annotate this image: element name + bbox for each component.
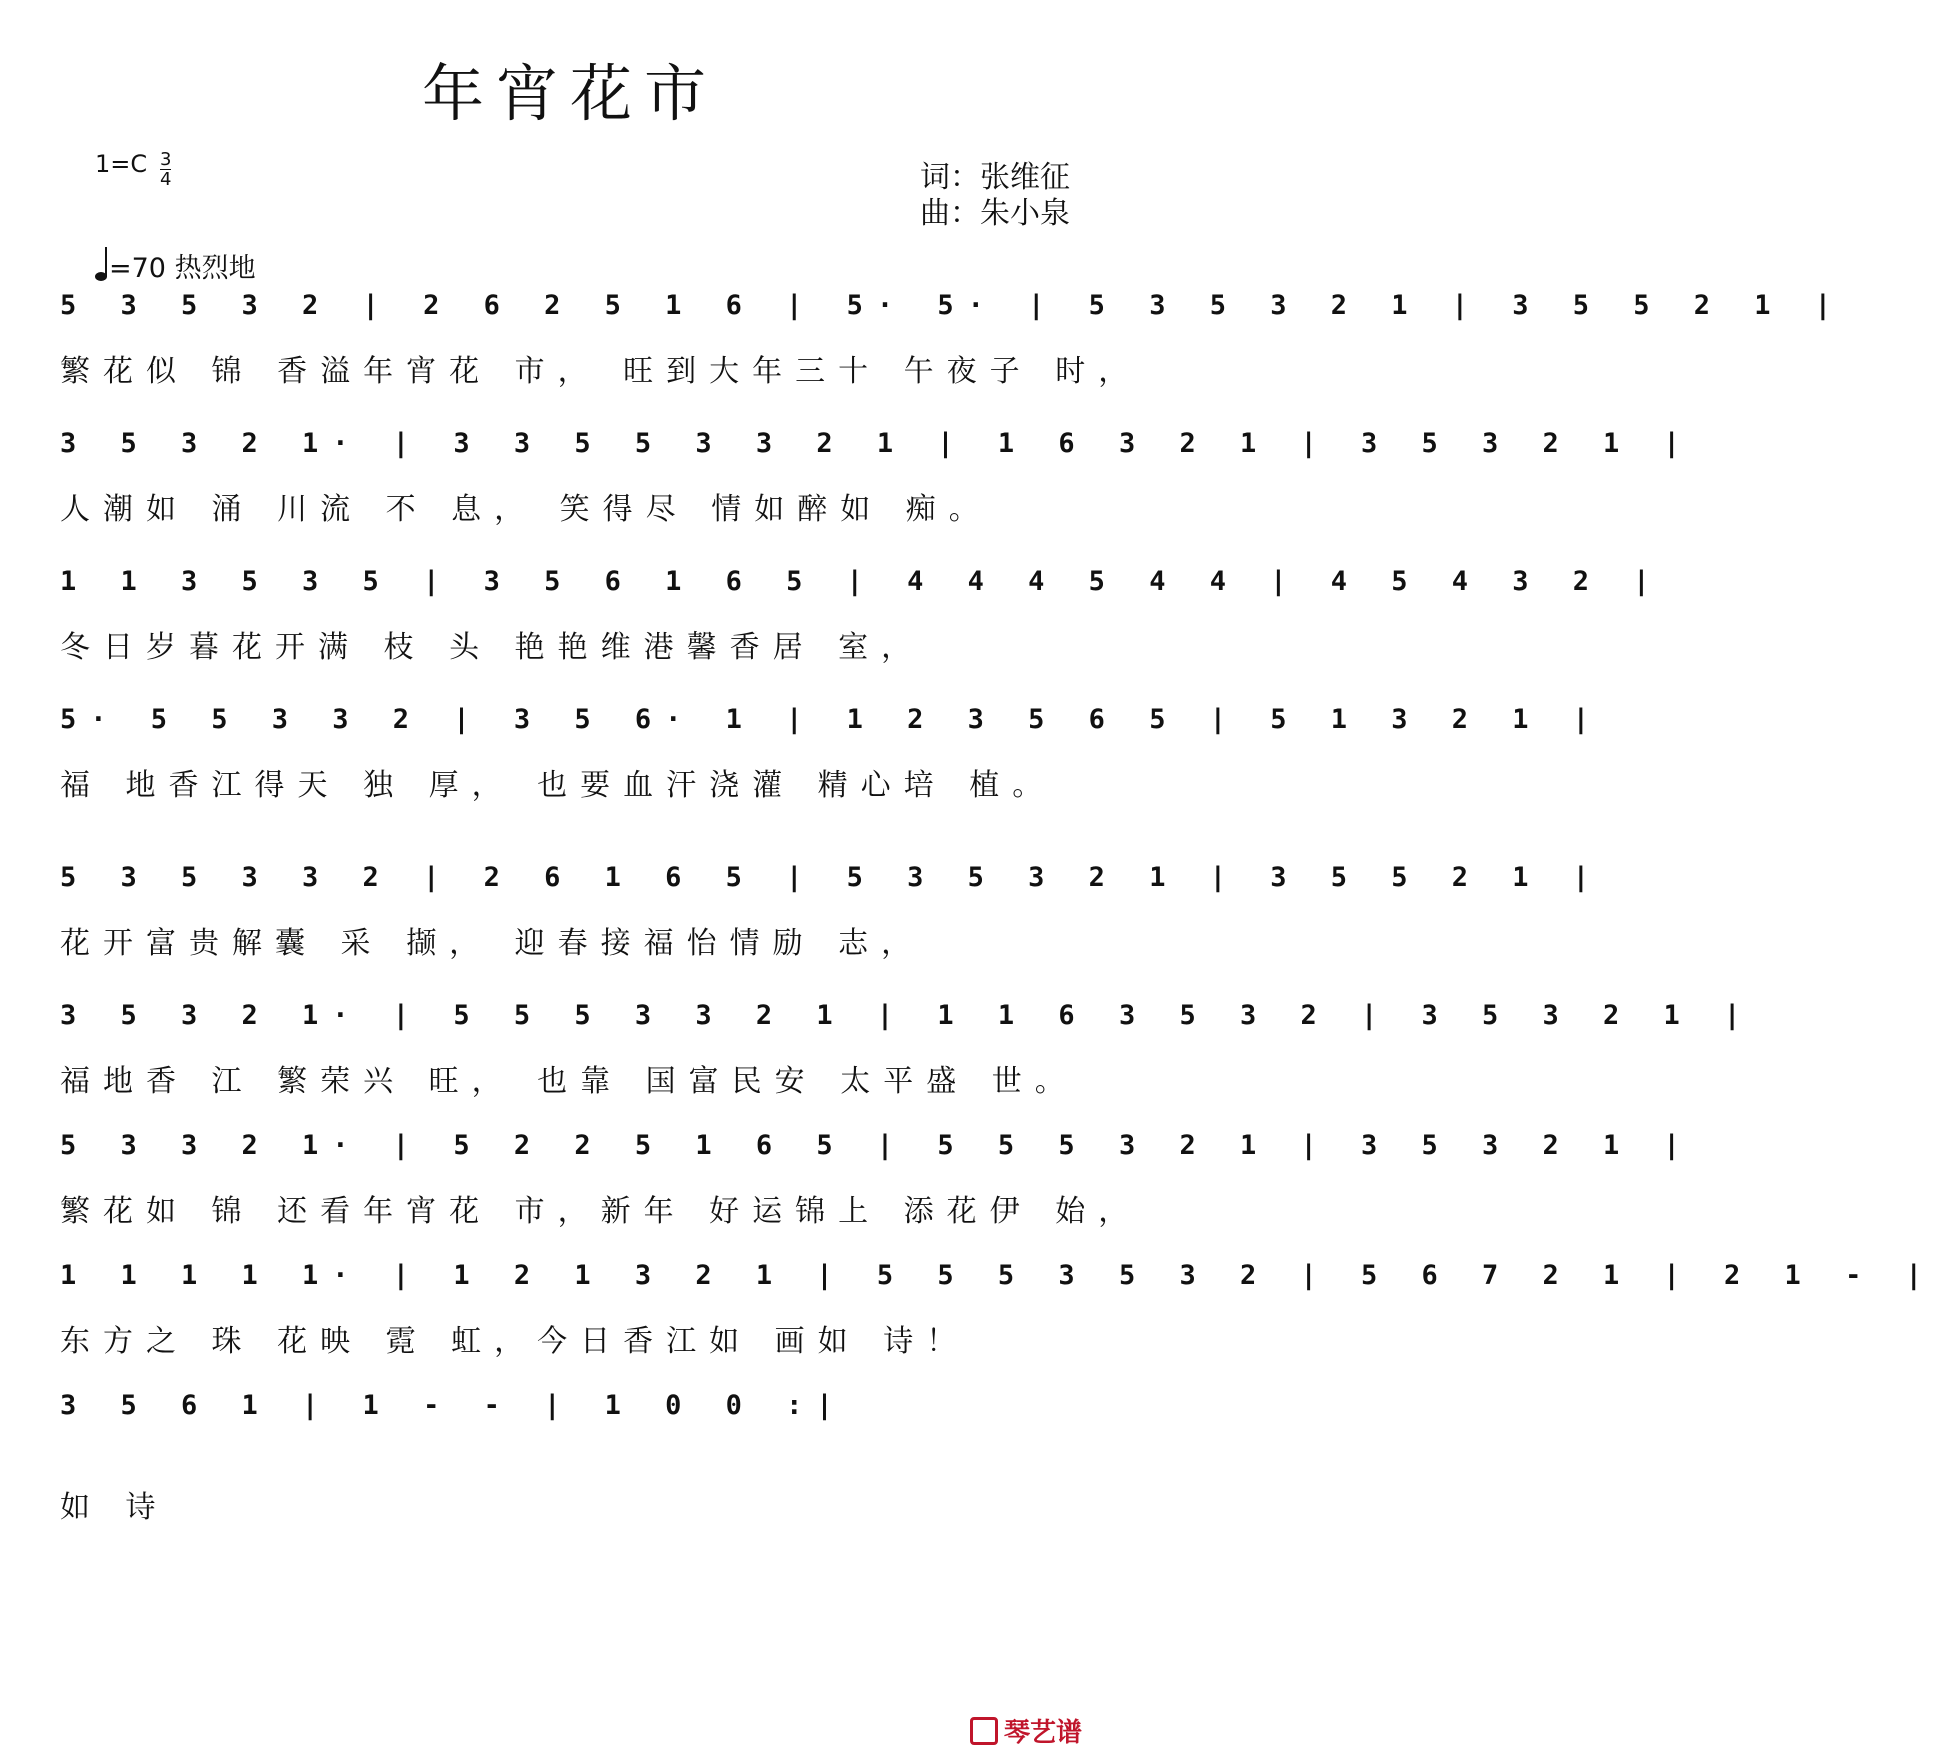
notes-line: 1 1 3 5 3 5 | 3 5 6 1 6 5 | 4 4 4 5 4 4 | 4 5 4 3 2 | (60, 566, 1664, 597)
lyrics-line: 繁花如 锦 还看年宵花 市，新年 好运锦上 添花伊 始， (60, 1194, 1142, 1229)
lyrics-line: 福地香 江 繁荣兴 旺， 也靠 国富民安 太平盛 世。 (60, 1064, 1078, 1099)
notes-line: 1 1 1 1 1· | 1 2 1 3 2 1 | 5 5 5 3 5 3 2 | 5 6 7 2 1 | 2 1 - | (60, 1260, 1936, 1291)
lyrics-line: 福 地香江得天 独 厚， 也要血汗浇灌 精心培 植。 (60, 768, 1056, 803)
lyrics-line: 花开富贵解囊 采 撷， 迎春接福怡情励 志， (60, 926, 925, 961)
time-signature (160, 150, 171, 189)
lyrics-line: 东方之 珠 花映 霓 虹，今日香江如 画如 诗！ (60, 1324, 970, 1359)
site-watermark (970, 1712, 1082, 1749)
notes-line: 5· 5 5 3 3 2 | 3 5 6· 1 | 1 2 3 5 6 5 | 5 1 3 2 1 | (60, 704, 1604, 735)
notes-line: 5 3 5 3 2 | 2 6 2 5 1 6 | 5· 5· | 5 3 5 3 2 1 | 3 5 5 2 1 | (60, 290, 1846, 321)
notes-line: 5 3 5 3 3 2 | 2 6 1 6 5 | 5 3 5 3 2 1 | 3 5 5 2 1 | (60, 862, 1604, 893)
tempo-value: =70 (109, 253, 166, 284)
lyrics-line: 如 诗 (60, 1490, 169, 1525)
tempo-expression: 热烈地 (174, 253, 256, 284)
lyricist-credit: 词：张维征 (920, 160, 1070, 195)
quarter-note-icon (95, 272, 107, 281)
notes-line: 3 5 3 2 1· | 5 5 5 3 3 2 1 | 1 1 6 3 5 3 2 | 3 5 3 2 1 | (60, 1000, 1755, 1031)
lyrics-line: 繁花似 锦 香溢年宵花 市， 旺到大年三十 午夜子 时， (60, 354, 1142, 389)
notes-line: 5 3 3 2 1· | 5 2 2 5 1 6 5 | 5 5 5 3 2 1 | 3 5 3 2 1 | (60, 1130, 1694, 1161)
watermark-text: 琴艺谱 (1004, 1718, 1083, 1748)
credits (920, 160, 1070, 232)
tempo-marking (95, 246, 256, 285)
notes-line: 3 5 3 2 1· | 3 3 5 5 3 3 2 1 | 1 6 3 2 1 | 3 5 3 2 1 | (60, 428, 1694, 459)
lyrics-line: 人潮如 涌 川流 不 息， 笑得尽 情如醉如 痴。 (60, 492, 992, 527)
time-signature-top: 3 (160, 149, 172, 170)
notes-line: 3 5 6 1 | 1 - - | 1 0 0 :| (60, 1390, 847, 1421)
composer-credit: 曲：朱小泉 (920, 196, 1070, 231)
key-signature: 1=C (95, 150, 148, 178)
watermark-logo-icon (970, 1717, 998, 1745)
song-title: 年宵花市 (421, 57, 718, 130)
lyrics-line: 冬日岁暮花开满 枝 头 艳艳维港馨香居 室， (60, 630, 925, 665)
time-signature-bottom: 4 (160, 169, 172, 190)
